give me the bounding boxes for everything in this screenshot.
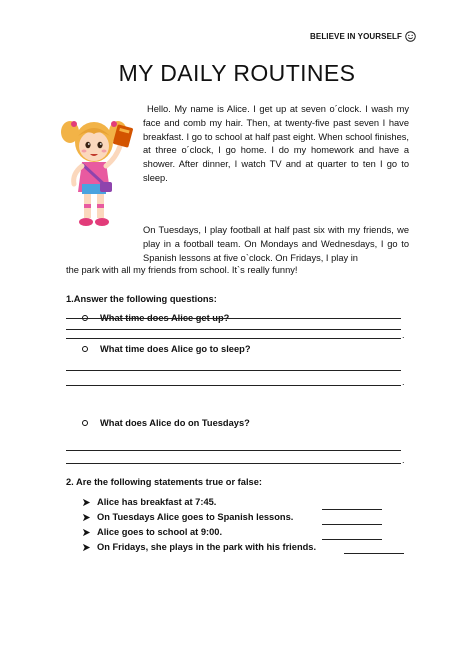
answer-blank[interactable] — [322, 524, 382, 525]
section-1-heading: 1.Answer the following questions: — [66, 294, 217, 304]
answer-line[interactable] — [66, 338, 401, 339]
line-end-period: . — [402, 455, 405, 465]
circle-bullet-icon — [82, 346, 88, 352]
arrowhead-bullet-icon — [82, 513, 91, 522]
answer-line[interactable] — [66, 318, 401, 319]
answer-line[interactable] — [66, 463, 401, 464]
statement-3-text: Alice goes to school at 9:00. — [97, 527, 223, 537]
question-3-text: What does Alice do on Tuesdays? — [100, 418, 250, 428]
statement-4-text: On Fridays, she plays in the park with his friends. — [97, 542, 317, 552]
statement-2-text: On Tuesdays Alice goes to Spanish lessons. — [97, 512, 294, 522]
line-end-period: . — [402, 330, 405, 340]
answer-blank[interactable] — [344, 553, 404, 554]
smiley-icon — [405, 31, 416, 42]
reading-paragraph-1: Hello. My name is Alice. I get up at seven o´clock. I wash my face and comb my hair. Then, at twenty-five past seven I have breakfast. I go to school at half past eight. When school finishes, at three o´clock, I go home. I do my homework and have a shower. After dinner, I watch TV and at quarter to ten I go to sleep. — [143, 104, 409, 183]
question-2-text: What time does Alice go to sleep? — [100, 344, 251, 354]
answer-line[interactable] — [66, 385, 401, 386]
answer-line[interactable] — [66, 450, 401, 451]
arrowhead-bullet-icon — [82, 528, 91, 537]
girl-with-book-illustration — [60, 112, 138, 232]
statement-1-text: Alice has breakfast at 7:45. — [97, 497, 217, 507]
answer-line[interactable] — [66, 329, 401, 330]
header-tag — [310, 31, 416, 42]
circle-bullet-icon — [82, 420, 88, 426]
question-1-text: What time does Alice get up? — [100, 313, 230, 323]
answer-blank[interactable] — [322, 509, 382, 510]
answer-blank[interactable] — [322, 539, 382, 540]
arrowhead-bullet-icon — [82, 543, 91, 552]
question-2 — [82, 344, 251, 354]
reading-paragraph-2: On Tuesdays, I play football at half past six with my friends, we play in a football team. On Mondays and Wednesdays, I go to Spanish lessons at five o`clock. On Fridays, I play in — [143, 225, 409, 263]
header-tag-text: BELIEVE IN YOURSELF — [310, 32, 402, 41]
statement-2 — [82, 512, 293, 522]
statement-1 — [82, 497, 216, 507]
line-end-period: . — [402, 377, 405, 387]
answer-line[interactable] — [66, 370, 401, 371]
statement-3 — [82, 527, 222, 537]
section-2-heading: 2. Are the following statements true or false: — [66, 477, 262, 487]
arrowhead-bullet-icon — [82, 498, 91, 507]
question-3 — [82, 418, 250, 428]
reading-paragraph-2-continued: the park with all my friends from school. It`s really funny! — [66, 265, 298, 275]
page-title: MY DAILY ROUTINES — [118, 60, 356, 86]
statement-4 — [82, 542, 316, 552]
